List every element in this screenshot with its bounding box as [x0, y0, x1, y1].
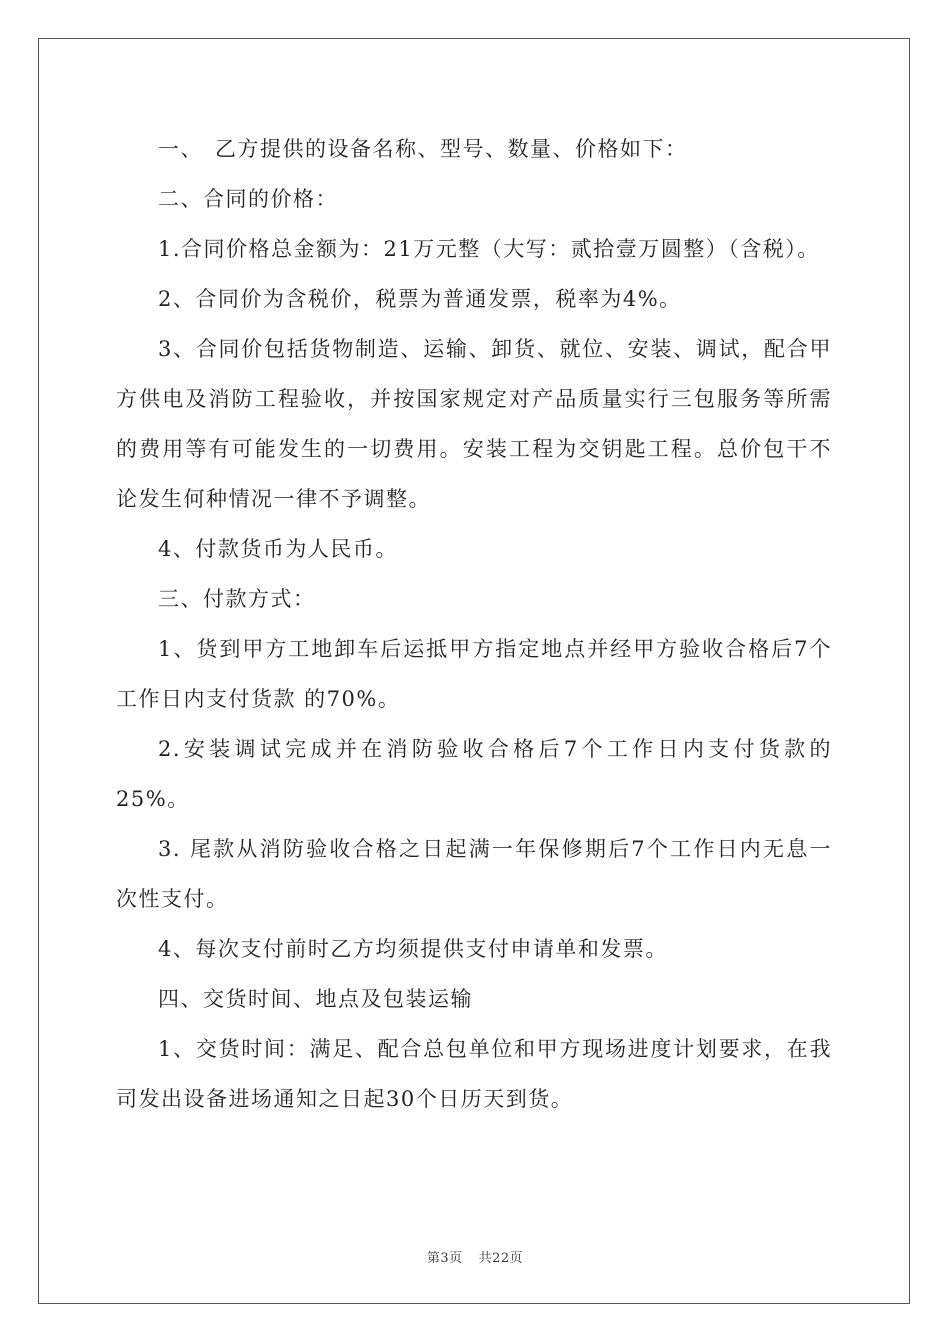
- paragraph-4: 2、合同价为含税价，税票为普通发票，税率为4%。: [158, 287, 682, 311]
- paragraph-1: 一、 乙方提供的设备名称、型号、数量、价格如下：: [158, 137, 688, 161]
- paragraph-8: 1、货到甲方工地卸车后运抵甲方指定地点并经甲方验收合格后7个工作日内支付货款 的70%。: [116, 637, 832, 711]
- paragraph-12: 四、交货时间、地点及包装运输: [158, 987, 473, 1011]
- document-body: [116, 124, 832, 1124]
- paragraph-3: 1.合同价格总金额为：21万元整（大写：贰拾壹万圆整）（含税）。: [158, 237, 820, 261]
- paragraph-2: 二、合同的价格：: [158, 187, 338, 211]
- paragraph-5: 3、合同价包括货物制造、运输、卸货、就位、安装、调试，配合甲方供电及消防工程验收，并按国家规定对产品质量实行三包服务等所需的费用等有可能发生的一切费用。安装工程为交钥匙工程。总价包干不论发生何种情况一律不予调整。: [116, 337, 832, 511]
- paragraph-11: 4、每次支付前时乙方均须提供支付申请单和发票。: [158, 937, 668, 961]
- page-footer: [0, 1247, 950, 1266]
- page-number: 第3页: [426, 1251, 463, 1266]
- paragraph-13: 1、交货时间：满足、配合总包单位和甲方现场进度计划要求，在我司发出设备进场通知之日起30个日历天到货。: [116, 1037, 832, 1111]
- page-total: 共22页: [478, 1251, 524, 1266]
- paragraph-10: 3. 尾款从消防验收合格之日起满一年保修期后7个工作日内无息一次性支付。: [116, 837, 832, 911]
- paragraph-9: 2.安装调试完成并在消防验收合格后7个工作日内支付货款的25%。: [116, 737, 832, 811]
- paragraph-7: 三、付款方式：: [158, 587, 316, 611]
- paragraph-6: 4、付款货币为人民币。: [158, 537, 398, 561]
